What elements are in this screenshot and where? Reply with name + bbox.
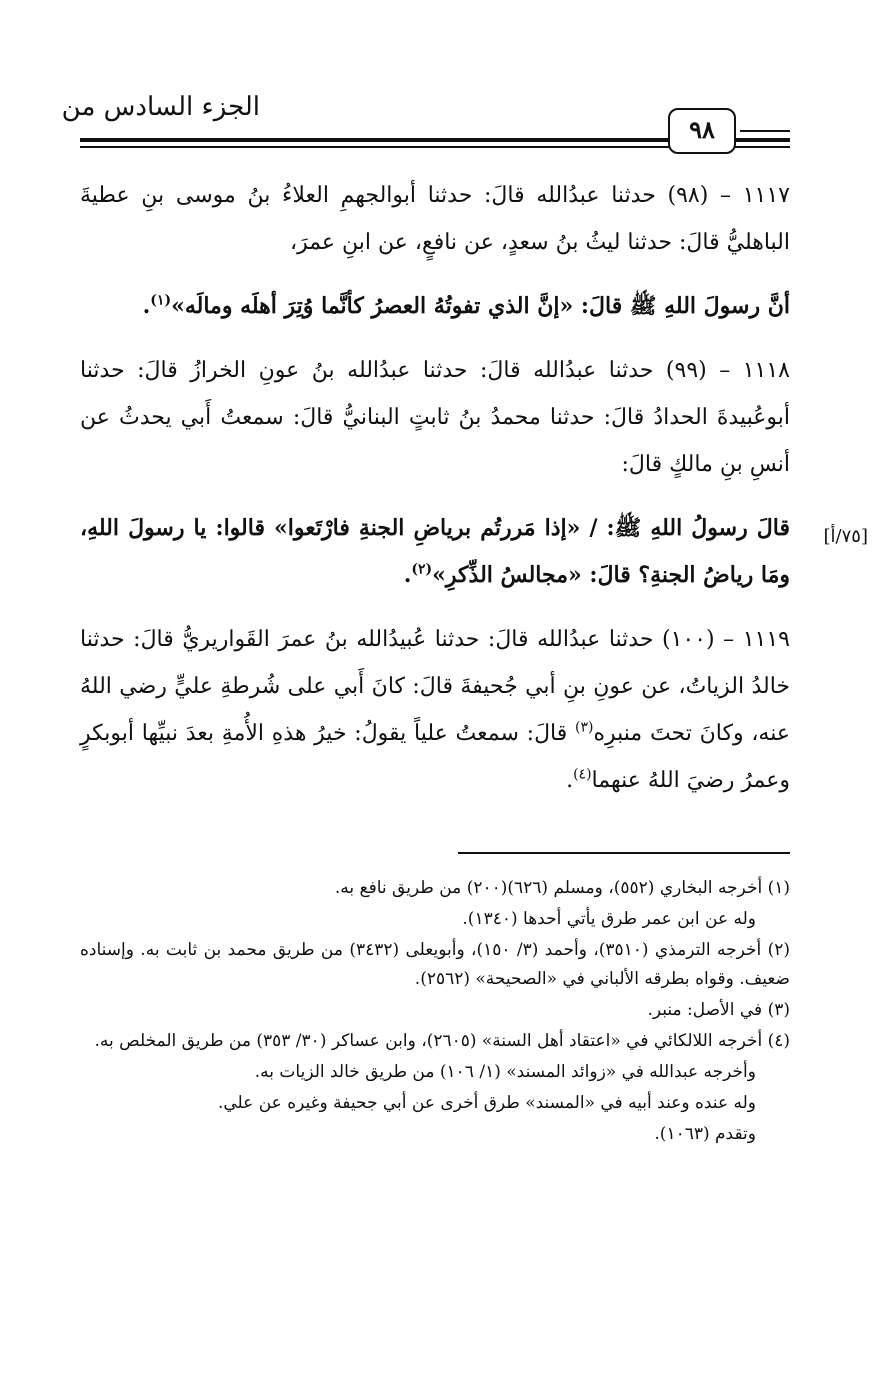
footnote-4-continued: وله عنده وعند أبيه في «المسند» طرق أخرى عن أبي جحيفة وغيره عن علي. (217, 1093, 756, 1113)
footnote-2: (٢) أخرجه الترمذي (٣٥١٠)، وأحمد (٣/ ١٥٠)، وأبويعلى (٣٤٣٢) من طريق محمد بن ثابت به. وإسناده ضعيف. وقواه بطرقه الألباني في «الصحيحة» (٢٥٦٢). (80, 940, 790, 989)
running-title: الجزء السادس من (61, 92, 260, 122)
paragraph-end: . (566, 768, 574, 793)
page-header (0, 0, 879, 160)
paragraph-text: قالَ رسولُ اللهِ ﷺ: / «إذا مَررتُم برياضِ الجنةِ فارْتَعوا» قالوا: يا رسولَ اللهِ، ومَا رياضُ الجنةِ؟ قالَ: «مجالسُ الذِّكرِ» (80, 515, 790, 588)
hadith-1117-isnad (80, 172, 790, 266)
footnote-separator (458, 852, 790, 854)
paragraph-text: أنَّ رسولَ اللهِ ﷺ قالَ: «إنَّ الذي تفوتُهُ العصرُ كأنَّما وُتِرَ أهلَه ومالَه» (171, 293, 790, 319)
footnotes (80, 874, 790, 1151)
paragraph-end: . (403, 562, 412, 588)
footnote-1: (١) أخرجه البخاري (٥٥٢)، ومسلم (٦٢٦)(٢٠٠) من طريق نافع به. (334, 878, 790, 898)
paragraph-end: . (142, 293, 151, 319)
hadith-1117-matn (80, 283, 790, 330)
paragraph-text: ١١١٩ – (١٠٠) حدثنا عبدُالله قالَ: حدثنا عُبيدُالله بنُ عمرَ القَواريريُّ قالَ: حدثنا خالدُ الزياتُ، عن عونِ بنِ أبي جُحيفةَ قالَ: كانَ أَبي على شُرطةِ عليٍّ رضي اللهُ عنه، وكانَ تحتَ منبرِه (80, 627, 790, 746)
hadith-1118-matn (80, 505, 790, 599)
footnote-ref-2: (٢) (411, 561, 433, 578)
footnote-4-continued: وتقدم (١٠٦٣). (654, 1124, 756, 1144)
main-text (80, 172, 790, 821)
page-number: ٩٨ (668, 108, 736, 154)
paragraph-text: ١١١٨ – (٩٩) حدثنا عبدُالله قالَ: حدثنا عبدُالله بنُ عونِ الخرازُ قالَ: حدثنا أبوعُبيدةَ الحدادُ قالَ: حدثنا محمدُ بنُ ثابتٍ البنانيُّ قالَ: سمعتُ أَبي يحدثُ عن أنسِ بنِ مالكٍ قالَ: (80, 358, 790, 477)
manuscript-folio-note: [٧٥/أ] (823, 526, 868, 547)
hadith-1119 (80, 616, 790, 804)
footnote-ref-1: (١) (150, 292, 172, 309)
footnote-ref-3: (٣) (575, 719, 594, 736)
footnote-4-continued: وأخرجه عبدالله في «زوائد المسند» (١/ ١٠٦) من طريق خالد الزيات به. (254, 1062, 756, 1082)
footnote-1-continued: وله عن ابن عمر طرق يأتي أحدها (١٣٤٠). (462, 909, 756, 929)
hadith-1118-isnad (80, 347, 790, 488)
footnote-3: (٣) في الأصل: منبر. (647, 1000, 790, 1020)
header-rule-upper (740, 130, 790, 132)
paragraph-text: ١١١٧ – (٩٨) حدثنا عبدُالله قالَ: حدثنا أبوالجهمِ العلاءُ بنُ موسى بنِ عطيةَ الباهليُّ قالَ: حدثنا ليثُ بنُ سعدٍ، عن نافعٍ، عن ابنِ عمرَ، (80, 183, 790, 255)
paragraph-text-continued: قالَ: سمعتُ علياً يقولُ: خيرُ هذهِ الأُمةِ بعدَ نبيِّها أبوبكرٍ وعمرُ رضيَ اللهُ عنهما (80, 721, 790, 793)
footnote-4: (٤) أخرجه اللالكائي في «اعتقاد أهل السنة» (٢٦٠٥)، وابن عساكر (٣٠/ ٣٥٣) من طريق المخلص به. (94, 1031, 790, 1051)
footnote-ref-4: (٤) (573, 766, 592, 783)
